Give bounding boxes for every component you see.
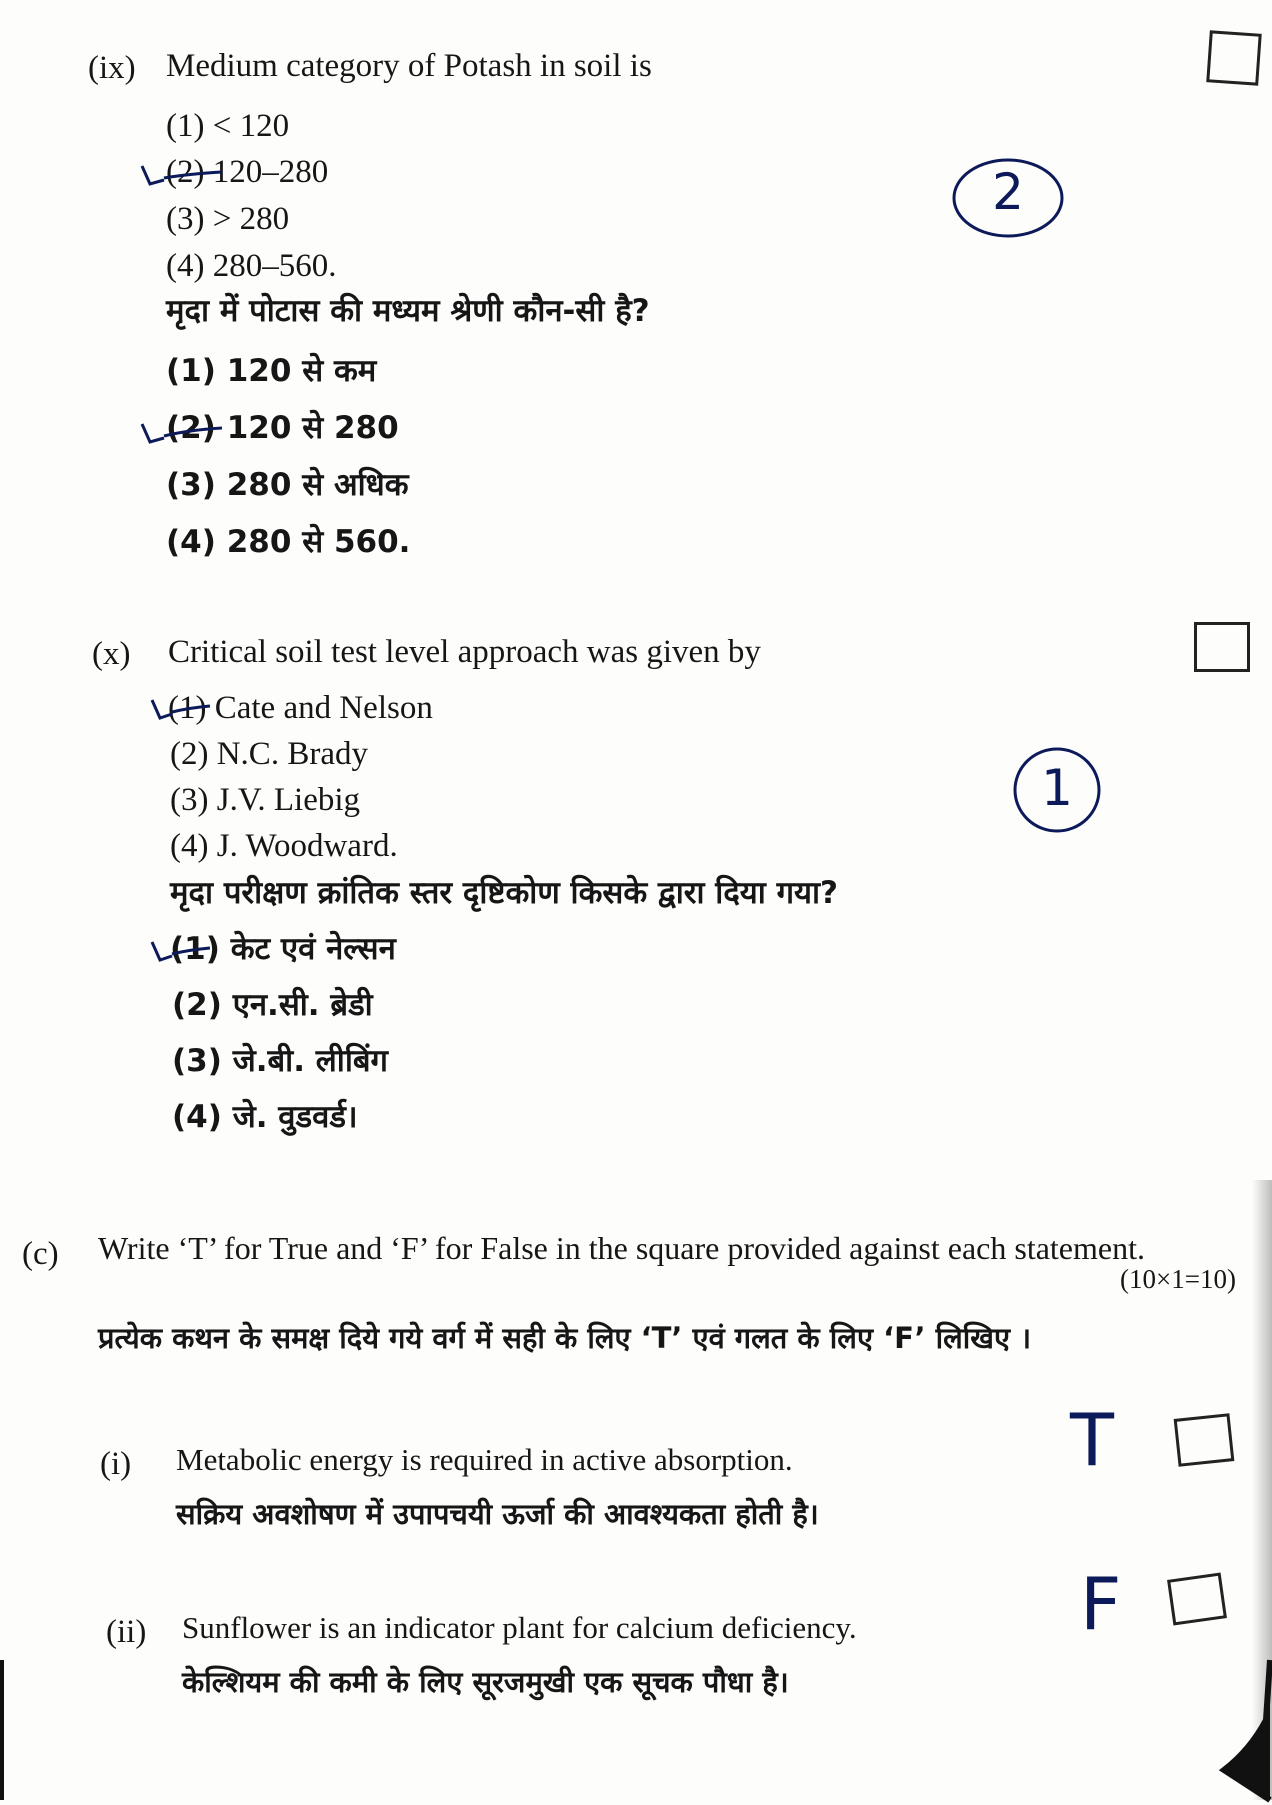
tick-mark-icon: [138, 160, 228, 195]
answer-mark: 2: [992, 163, 1024, 221]
answer-box[interactable]: [1174, 1413, 1235, 1467]
question-text-en: Medium category of Potash in soil is: [166, 48, 652, 84]
option-hi-4: (4) जे. वुडवर्ड।: [172, 1099, 358, 1135]
option-en-4: (4) 280–560.: [166, 248, 337, 284]
instruction-hi: प्रत्येक कथन के समक्ष दिये गये वर्ग में सही के लिए ‘T’ एवं गलत के लिए ‘F’ लिखिए ।: [98, 1321, 1032, 1355]
section-label: (c): [22, 1236, 59, 1272]
statement-text-hi: केल्शियम की कमी के लिए सूरजमुखी एक सूचक पौधा है।: [182, 1665, 789, 1699]
tick-mark-icon: [138, 418, 228, 453]
option-hi-4: (4) 280 से 560.: [166, 524, 411, 560]
option-hi-1: (1) केट एवं नेल्सन: [170, 931, 396, 967]
option-en-3: (3) > 280: [166, 201, 290, 237]
option-hi-3: (3) जे.बी. लीबिंग: [172, 1043, 389, 1079]
option-en-1: (1) < 120: [166, 108, 290, 144]
page-edge-line: [0, 1660, 4, 1800]
option-hi-1: (1) 120 से कम: [166, 353, 377, 389]
question-number: (x): [92, 636, 131, 672]
statement-number: (i): [100, 1446, 132, 1482]
statement-text-hi: सक्रिय अवशोषण में उपापचयी ऊर्जा की आवश्यकता होती है।: [176, 1497, 819, 1531]
option-hi-2: (2) 120 से 280: [166, 410, 399, 446]
tick-mark-icon: [148, 938, 228, 973]
question-text-hi: मृदा में पोटास की मध्यम श्रेणी कौन-सी है?: [166, 293, 650, 329]
tick-mark-icon: [148, 696, 228, 731]
answer-mark: 1: [1041, 759, 1073, 817]
question-text-hi: मृदा परीक्षण क्रांतिक स्तर दृष्टिकोण किसके द्वारा दिया गया?: [170, 875, 839, 911]
option-hi-3: (3) 280 से अधिक: [166, 467, 409, 503]
option-en-4: (4) J. Woodward.: [170, 828, 398, 864]
option-hi-2: (2) एन.सी. ब्रेडी: [172, 987, 373, 1023]
answer-box[interactable]: [1167, 1572, 1227, 1625]
circled-answer-icon: [950, 155, 1066, 241]
handwritten-answer: T: [1070, 1398, 1114, 1482]
question-text-en: Critical soil test level approach was given by: [168, 634, 761, 670]
option-en-2: (2) N.C. Brady: [170, 736, 368, 772]
option-en-3: (3) J.V. Liebig: [170, 782, 361, 818]
marks-label: (10×1=10): [1120, 1264, 1236, 1294]
statement-number: (ii): [106, 1614, 147, 1650]
circled-answer-icon: [1012, 745, 1102, 835]
option-en-2: (2) 120–280: [166, 154, 329, 190]
answer-box[interactable]: [1194, 622, 1250, 672]
instruction-en: Write ‘T’ for True and ‘F’ for False in the square provided against each statement.: [98, 1230, 1145, 1266]
statement-text-en: Metabolic energy is required in active absorption.: [176, 1442, 793, 1477]
question-number: (ix): [88, 50, 136, 86]
handwritten-answer: F: [1080, 1562, 1122, 1646]
statement-text-en: Sunflower is an indicator plant for calcium deficiency.: [182, 1610, 857, 1645]
answer-box[interactable]: [1206, 30, 1262, 86]
binding-mark-icon: [1220, 1660, 1272, 1805]
option-en-1: (1) Cate and Nelson: [168, 690, 433, 726]
